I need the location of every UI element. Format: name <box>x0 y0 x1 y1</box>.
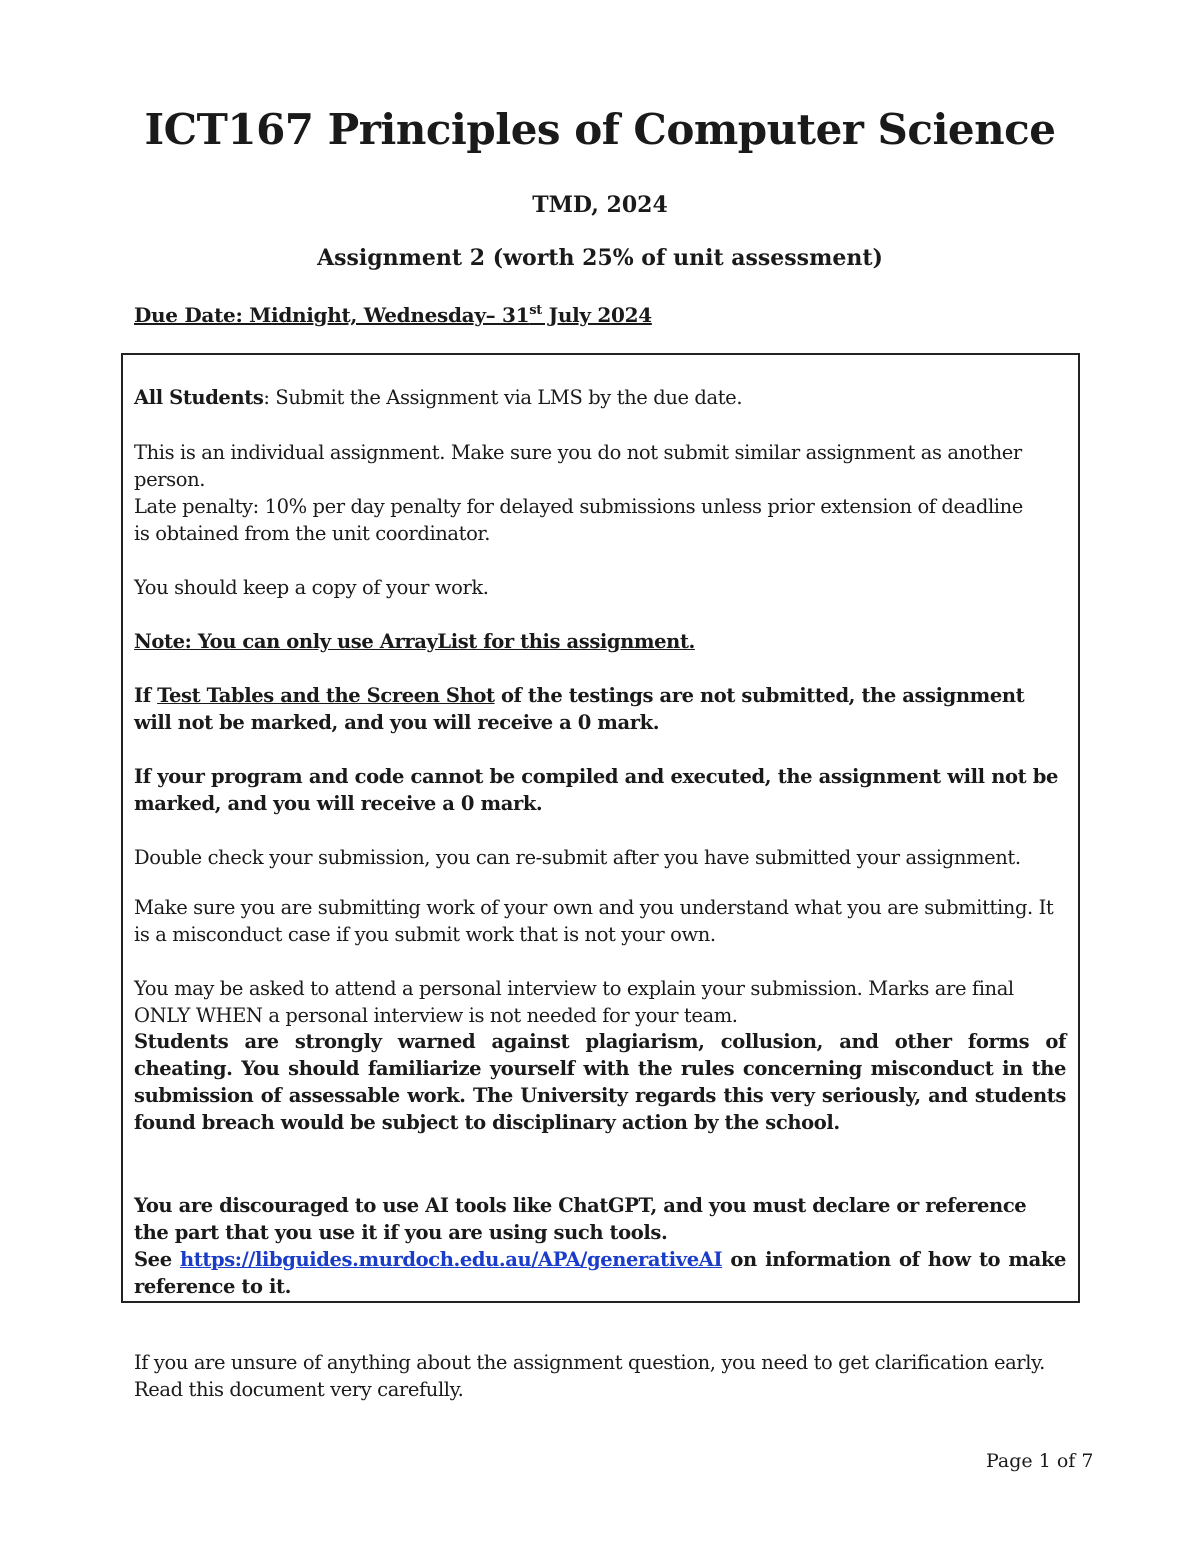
page-number: Page 1 of 7 <box>986 1450 1094 1472</box>
assignment-heading: Assignment 2 (worth 25% of unit assessment) <box>317 245 883 271</box>
ai-tools-text: You are discouraged to use AI tools like ChatGPT, and you must declare or reference the part that you use it if you are using such tools. <box>134 1194 1027 1244</box>
ai-see-label: See <box>134 1248 180 1271</box>
test-tables-post: of the testings are not submitted, the assignment will not be marked, and you will receive a 0 mark. <box>134 684 1025 734</box>
notice-plagiarism: Students are strongly warned against plagiarism, collusion, and other forms of cheating. You should familiarize yourself with the rules concerning misconduct in the submission of assessable work. The University regards this very seriously, and students found breach would be subject to disciplinary action by the school. <box>134 1030 1066 1134</box>
notice-interview: You may be asked to attend a personal interview to explain your submission. Marks are final ONLY WHEN a personal interview is not needed for your team. <box>134 977 1014 1027</box>
all-students-label: All Students <box>134 386 264 409</box>
ai-tools-tail: on information of how to make reference to it. <box>134 1248 1066 1298</box>
generative-ai-link[interactable]: https://libguides.murdoch.edu.au/APA/generativeAI <box>179 1248 723 1271</box>
notice-arraylist: Note: You can only use ArrayList for this assignment. <box>134 630 695 653</box>
notice-keep-copy: You should keep a copy of your work. <box>134 576 489 599</box>
notice-compile: If your program and code cannot be compiled and executed, the assignment will not be marked, and you will receive a 0 mark. <box>134 765 1058 815</box>
closing-clarification: If you are unsure of anything about the assignment question, you need to get clarification early. <box>134 1351 1045 1374</box>
term-heading: TMD, 2024 <box>532 192 668 218</box>
test-tables-emphasis: Test Tables and the Screen Shot <box>157 684 495 707</box>
notice-ai-tools <box>134 1192 1066 1300</box>
notice-test-tables <box>134 682 1054 736</box>
document-title: ICT167 Principles of Computer Science <box>144 105 1056 154</box>
due-date-ordinal: st <box>529 303 542 318</box>
closing-read-carefully: Read this document very carefully. <box>134 1378 464 1401</box>
due-date-suffix: July 2024 <box>542 303 652 327</box>
ai-tools-reference <box>134 1246 1066 1300</box>
test-tables-pre: If <box>134 684 158 707</box>
notice-individual: This is an individual assignment. Make sure you do not submit similar assignment as another person. <box>134 441 1022 491</box>
due-date <box>134 300 652 330</box>
due-date-prefix: Due Date: Midnight, Wednesday– 31 <box>134 303 530 327</box>
notice-submit-via-lms <box>134 384 1064 411</box>
notice-late-penalty: Late penalty: 10% per day penalty for delayed submissions unless prior extension of deadline is obtained from the unit coordinator. <box>134 495 1023 545</box>
notice-own-work: Make sure you are submitting work of your own and you understand what you are submitting. It is a misconduct case if you submit work that is not your own. <box>134 896 1054 946</box>
notice-double-check: Double check your submission, you can re-submit after you have submitted your assignment. <box>134 846 1021 869</box>
all-students-text: : Submit the Assignment via LMS by the due date. <box>263 386 743 409</box>
